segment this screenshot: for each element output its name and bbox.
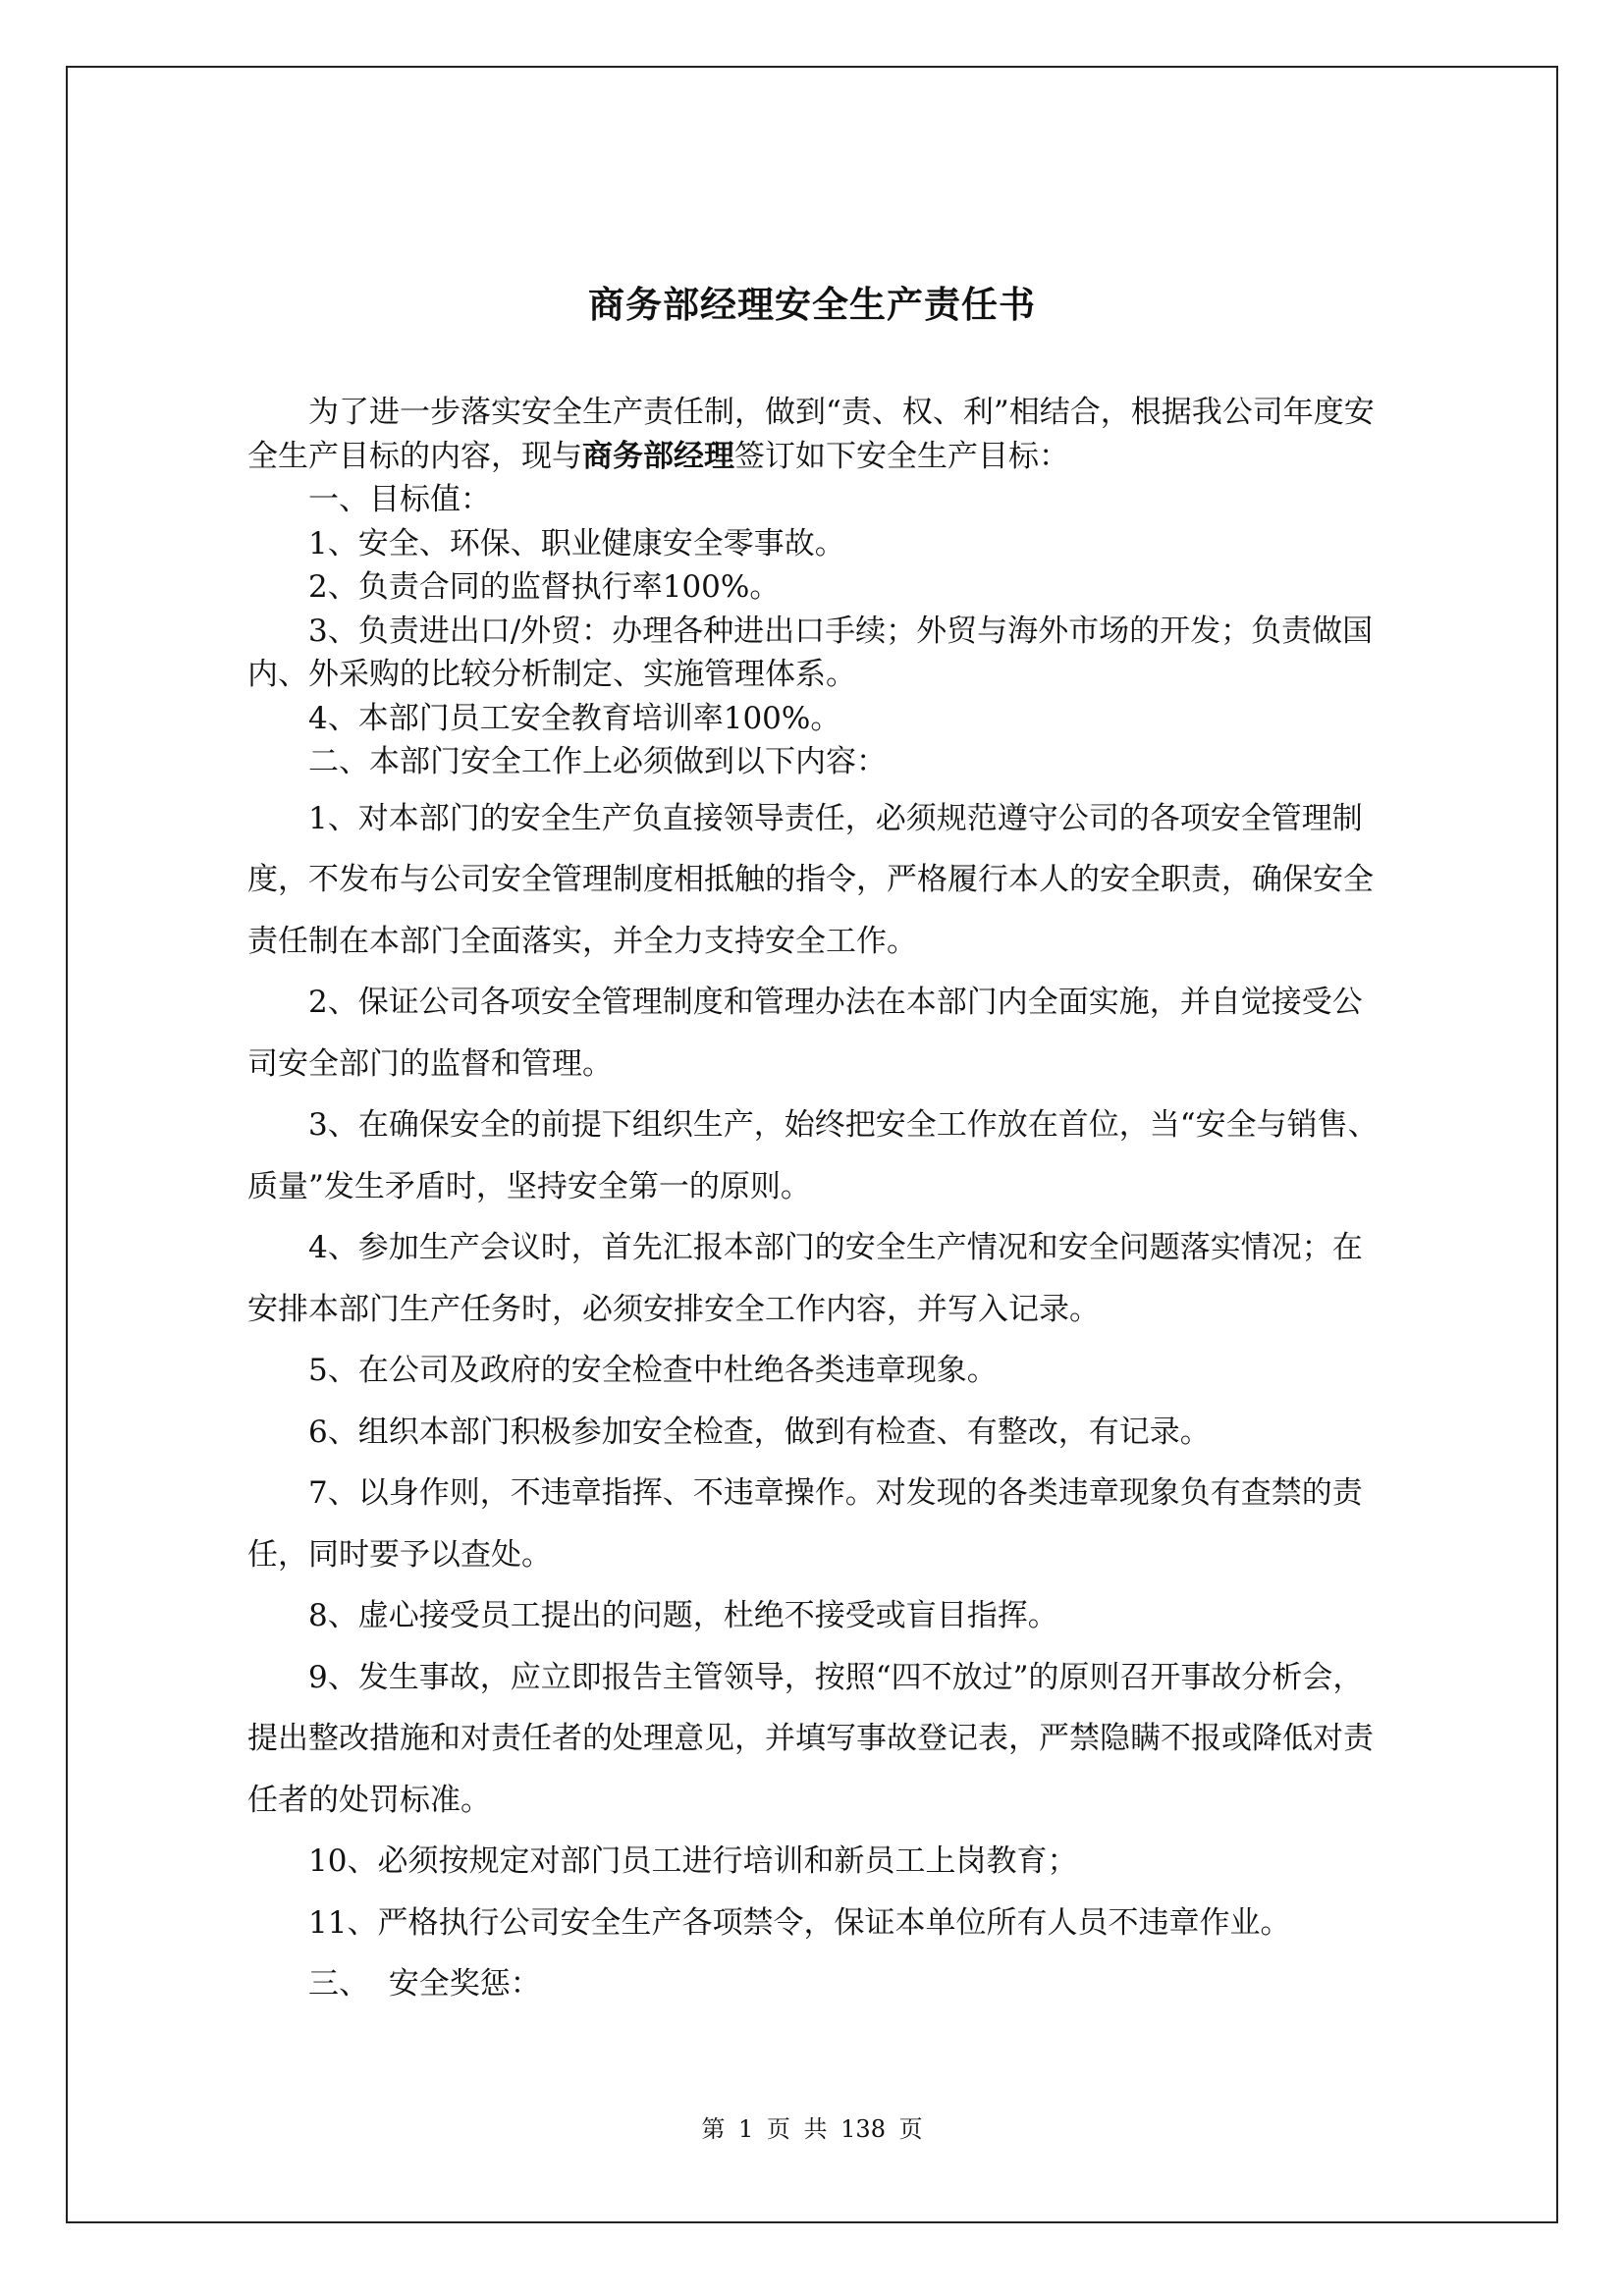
target-item: 1、安全、环保、职业健康安全零事故。 [308,525,845,561]
duty-item: 6、组织本部门积极参加安全检查，做到有检查、有整改，有记录。 [308,1414,1211,1450]
target-item: 4、本部门员工安全教育培训率100%。 [308,700,841,736]
duty-item: 1、对本部门的安全生产负直接领导责任，必须规范遵守公司的各项安全管理制度，不发布与公司安全管理制度相抵触的指令，严格履行本人的安全职责，确保安全责任制在本部门全面落实，并全力支持安全工作。 [247,800,1374,959]
duty-item: 9、发生事故，应立即报告主管领导，按照“四不放过”的原则召开事故分析会，提出整改措施和对责任者的处理意见，并填写事故登记表，严禁隐瞒不报或降低对责任者的处罚标准。 [247,1659,1374,1818]
duty-item: 2、保证公司各项安全管理制度和管理办法在本部门内全面实施，并自觉接受公司安全部门的监督和管理。 [247,985,1363,1082]
section-1-heading: 一、目标值： [308,482,491,517]
document-body [247,391,1381,2015]
page-number-footer: 第 1 页 共 138 页 [701,2115,923,2143]
duty-item: 7、以身作则，不违章指挥、不违章操作。对发现的各类违章现象负有查禁的责任，同时要予以查处。 [247,1475,1363,1573]
intro-text-before: 为了进一步落实安全生产责任制，做到“责、权、利”相结合，根据我公司年度安全生产目标的内容，现与 [247,395,1375,474]
section-2-heading: 二、本部门安全工作上必须做到以下内容： [308,744,887,779]
duty-item: 8、虚心接受员工提出的问题，杜绝不接受或盲目指挥。 [308,1598,1058,1633]
target-item: 2、负责合同的监督执行率100%。 [308,569,781,605]
section-3-heading: 三、 安全奖惩： [308,1966,541,2002]
duty-item: 11、严格执行公司安全生产各项禁令，保证本单位所有人员不违章作业。 [308,1904,1291,1941]
document-title: 商务部经理安全生产责任书 [588,284,1036,326]
intro-paragraph [247,391,1381,478]
duty-item: 10、必须按规定对部门员工进行培训和新员工上岗教育； [308,1843,1078,1879]
duty-item: 4、参加生产会议时，首先汇报本部门的安全生产情况和安全问题落实情况；在安排本部门生产任务时，必须安排安全工作内容，并写入记录。 [247,1230,1363,1327]
target-item: 3、负责进出口/外贸：办理各种进出口手续；外贸与海外市场的开发；负责做国内、外采购的比较分析制定、实施管理体系。 [247,613,1374,692]
duty-item: 5、在公司及政府的安全检查中杜绝各类违章现象。 [308,1353,998,1388]
intro-text-after: 签订如下安全生产目标： [734,438,1069,474]
intro-party-name: 商务部经理 [582,438,734,474]
duty-item: 3、在确保安全的前提下组织生产，始终把安全工作放在首位，当“安全与销售、质量”发生矛盾时，坚持安全第一的原则。 [247,1107,1379,1204]
